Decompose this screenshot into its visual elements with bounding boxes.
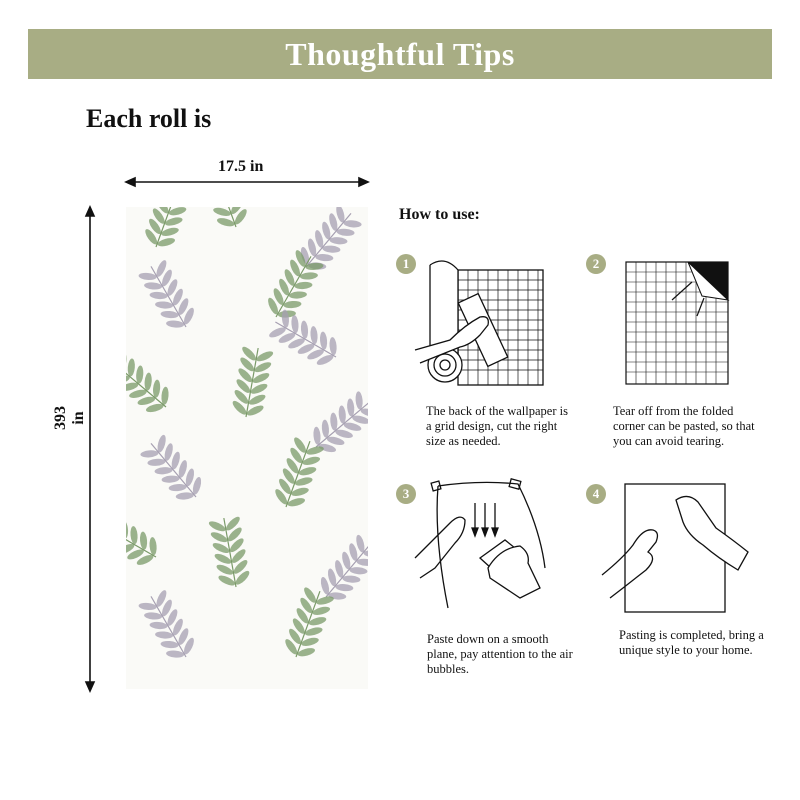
hands-finished-icon xyxy=(598,480,753,615)
leaf-pattern xyxy=(126,207,368,689)
leaf-sprig xyxy=(266,306,345,372)
step-2-text: Tear off from the folded corner can be pasted, so that you can avoid tearing. xyxy=(613,404,755,448)
how-to-use-heading: How to use: xyxy=(399,206,480,223)
hands-smoothing-icon xyxy=(410,478,560,628)
leaf-sprig xyxy=(207,514,254,590)
step-1-text: The back of the wallpaper is a grid design, cut the right size as needed. xyxy=(426,404,568,448)
leaf-sprig xyxy=(135,587,201,666)
leaf-sprig xyxy=(313,531,368,608)
step-3-text: Paste down on a smooth plane, pay attention to the air bubbles. xyxy=(427,632,573,676)
roll-heading: Each roll is xyxy=(86,104,212,133)
step-4-badge: 4 xyxy=(586,484,606,504)
leaf-sprig xyxy=(135,257,201,336)
roll-height-label: 393 in xyxy=(52,406,87,430)
roll-grid-ruler-icon xyxy=(410,255,550,390)
leaf-sprig xyxy=(293,207,365,278)
leaf-sprig xyxy=(140,207,197,253)
wallpaper-sample xyxy=(126,207,368,689)
roll-width-label: 17.5 in xyxy=(218,158,264,175)
leaf-sprig xyxy=(280,584,337,663)
grid-folded-corner-icon xyxy=(622,258,732,388)
step-3-badge: 3 xyxy=(396,484,416,504)
leaf-sprig xyxy=(229,344,276,420)
leaf-sprig xyxy=(195,207,252,233)
step-4-text: Pasting is completed, bring a unique style to your home. xyxy=(619,628,764,657)
leaf-sprig xyxy=(126,506,165,572)
step-2-badge: 2 xyxy=(586,254,606,274)
leaf-sprig xyxy=(270,434,327,513)
banner-title: Thoughtful Tips xyxy=(285,35,515,72)
step-1-badge: 1 xyxy=(396,254,416,274)
leaf-sprig xyxy=(137,431,209,508)
leaf-sprig xyxy=(126,348,177,420)
